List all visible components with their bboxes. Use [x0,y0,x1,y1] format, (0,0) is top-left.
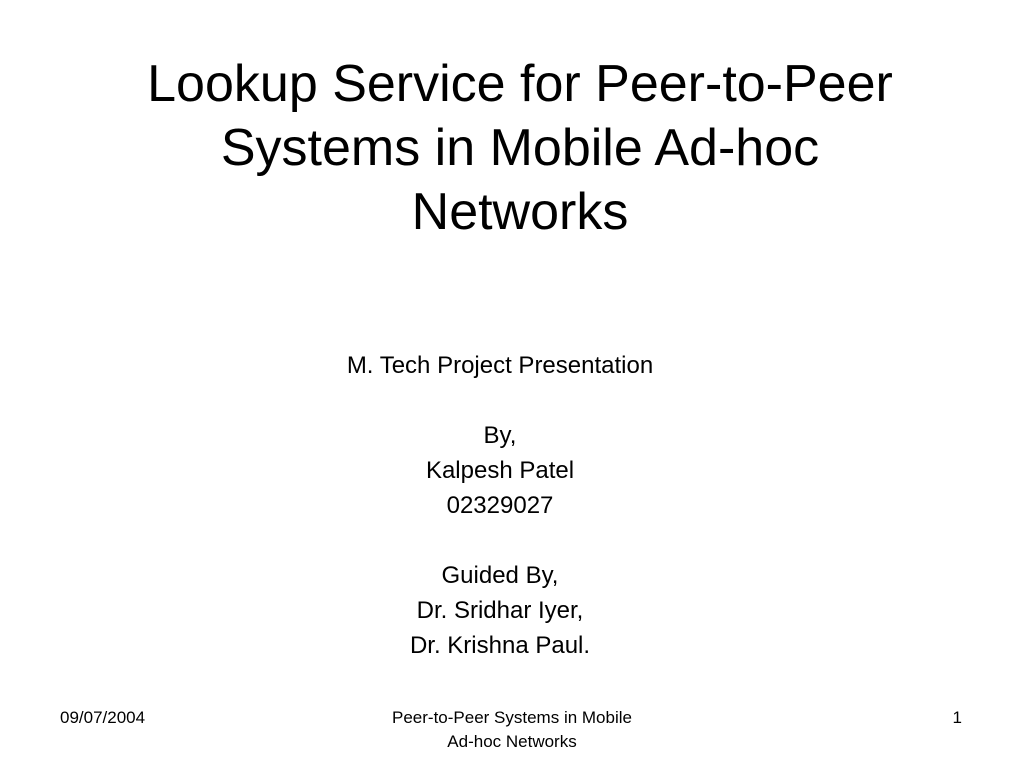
blank-line [250,383,750,418]
slide-title [80,52,960,244]
title-line-2: Systems in Mobile Ad-hoc [220,119,820,177]
title-line-3: Networks [411,183,629,241]
blank-line [250,523,750,558]
guided-by-label: Guided By, [441,562,559,589]
author-name: Kalpesh Patel [425,457,575,484]
footer-date: 09/07/2004 [60,708,146,727]
title-line-1: Lookup Service for Peer-to-Peer [147,55,893,113]
by-label: By, [483,422,517,449]
presentation-type: M. Tech Project Presentation [346,352,654,379]
guide-name-2: Dr. Krishna Paul. [409,632,591,659]
page-number: 1 [952,708,962,727]
footer-title-line-2: Ad-hoc Networks [447,732,577,751]
author-roll-number: 02329027 [446,492,554,519]
footer-title [332,706,692,754]
subtitle-block [250,348,750,663]
guide-name-1: Dr. Sridhar Iyer, [416,597,584,624]
footer-title-line-1: Peer-to-Peer Systems in Mobile [392,708,632,727]
